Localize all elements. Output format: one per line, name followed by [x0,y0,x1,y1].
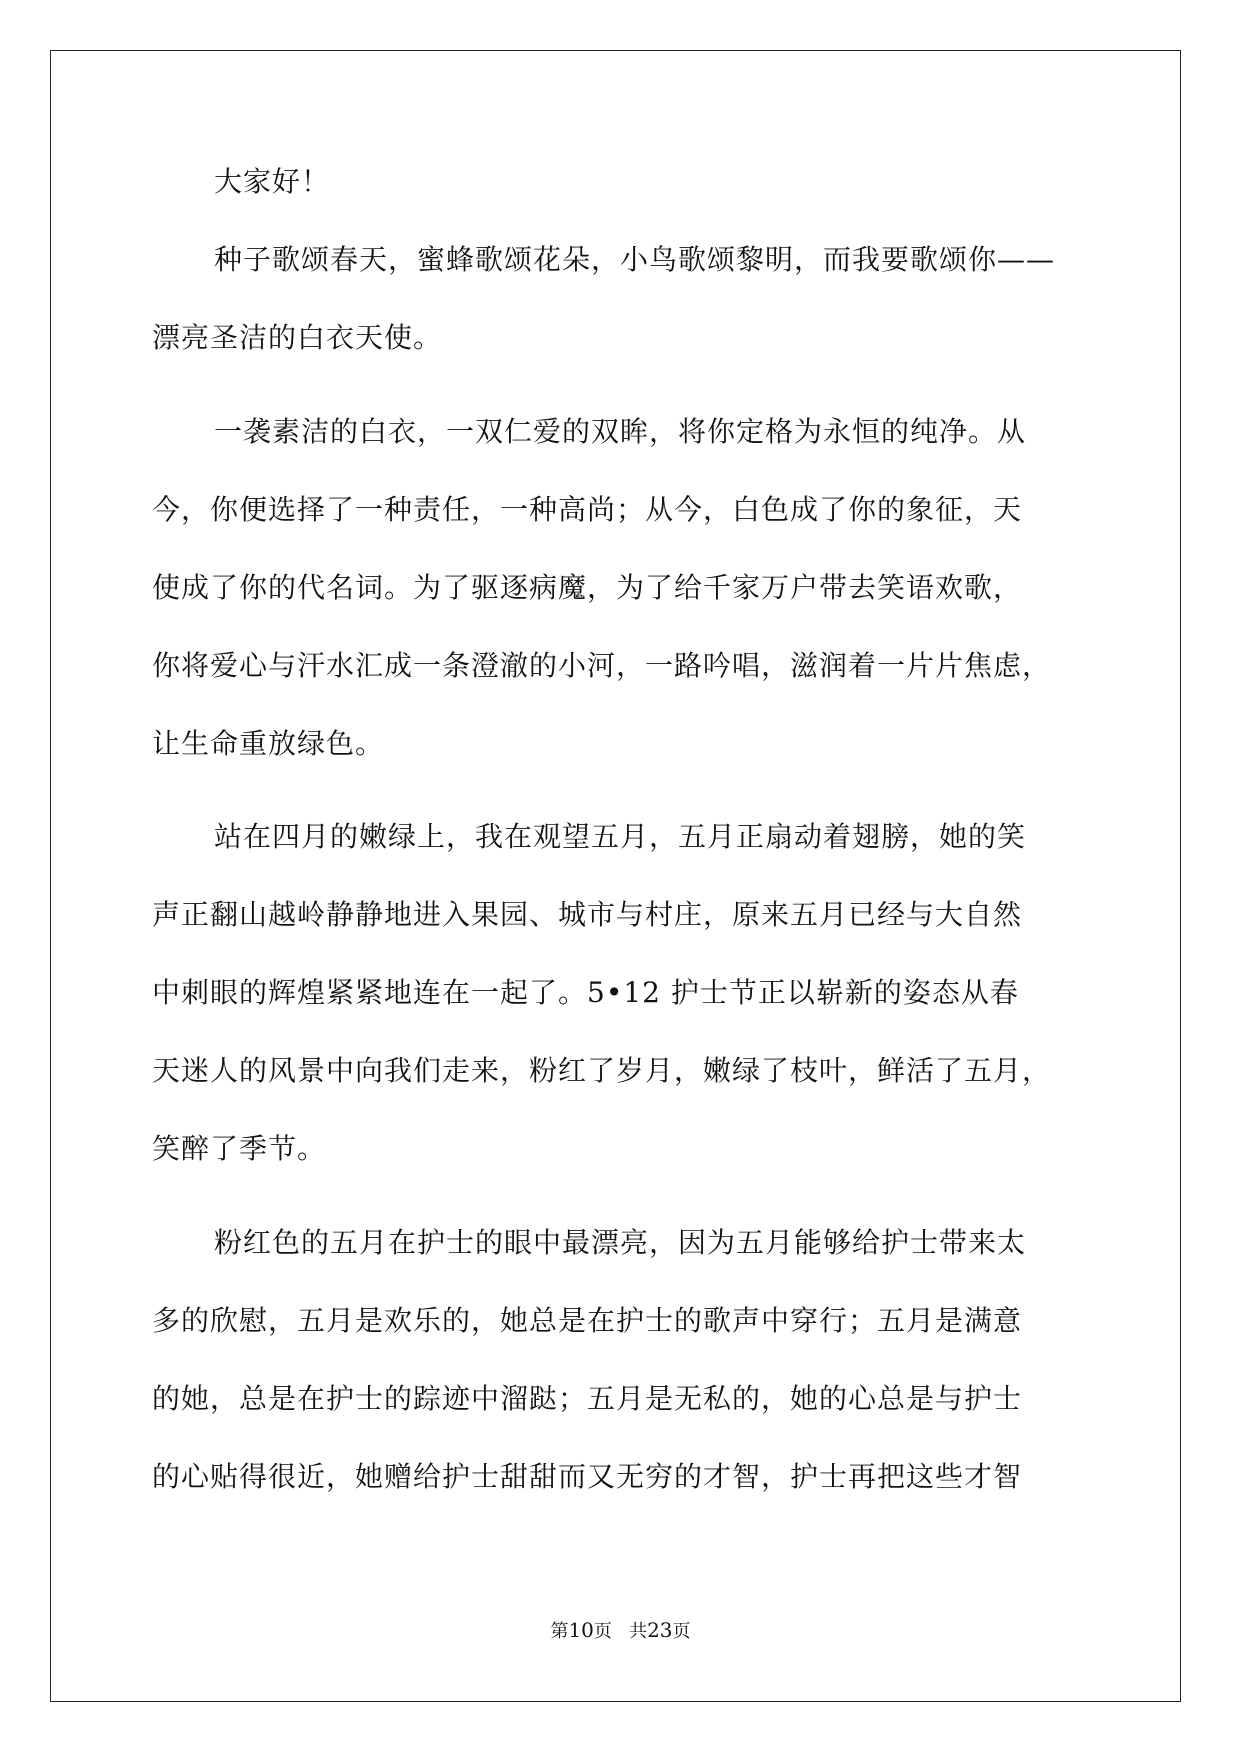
page-footer [0,1618,1241,1644]
paragraph-line: 你将爱心与汗水汇成一条澄澈的小河，一路吟唱，滋润着一片片焦虑， [152,649,1052,682]
current-page-number: 10 [568,1618,594,1642]
paragraph-line: 使成了你的代名词。为了驱逐病魔，为了给千家万户带去笑语欢歌， [152,571,1023,604]
paragraph-line: 粉红色的五月在护士的眼中最漂亮，因为五月能够给护士带来太 [214,1226,1027,1259]
paragraph-line: 中刺眼的辉煌紧紧地连在一起了。5•12 护士节正以崭新的姿态从春 [152,976,1019,1009]
paragraph-line: 漂亮圣洁的白衣天使。 [152,321,443,354]
total-page-number: 23 [647,1618,673,1642]
footer-prefix: 第 [550,1621,569,1642]
footer-page-suffix: 页 [593,1621,612,1642]
paragraph-line: 声正翻山越岭静静地进入果园、城市与村庄，原来五月已经与大自然 [152,898,1023,931]
paragraph-line: 的心贴得很近，她赠给护士甜甜而又无穷的才智，护士再把这些才智 [152,1460,1023,1493]
paragraph-line: 种子歌颂春天，蜜蜂歌颂花朵，小鸟歌颂黎明，而我要歌颂你—— [214,243,1056,276]
greeting: 大家好！ [214,165,331,198]
paragraph-line: 让生命重放绿色。 [152,727,385,760]
footer-total-suffix: 页 [672,1621,691,1642]
paragraph-line: 多的欣慰，五月是欢乐的，她总是在护士的歌声中穿行；五月是满意 [152,1304,1023,1337]
paragraph-line: 天迷人的风景中向我们走来，粉红了岁月，嫩绿了枝叶，鲜活了五月， [152,1054,1052,1087]
footer-total-prefix: 共 [629,1621,648,1642]
paragraph-line: 一袭素洁的白衣，一双仁爱的双眸，将你定格为永恒的纯净。从 [214,415,1027,448]
paragraph-line: 站在四月的嫩绿上，我在观望五月，五月正扇动着翅膀，她的笑 [214,820,1027,853]
paragraph-line: 的她，总是在护士的踪迹中溜跶；五月是无私的，她的心总是与护士 [152,1382,1023,1415]
paragraph-line: 今，你便选择了一种责任，一种高尚；从今，白色成了你的象征，天 [152,493,1023,526]
paragraph-line: 笑醉了季节。 [152,1132,327,1165]
